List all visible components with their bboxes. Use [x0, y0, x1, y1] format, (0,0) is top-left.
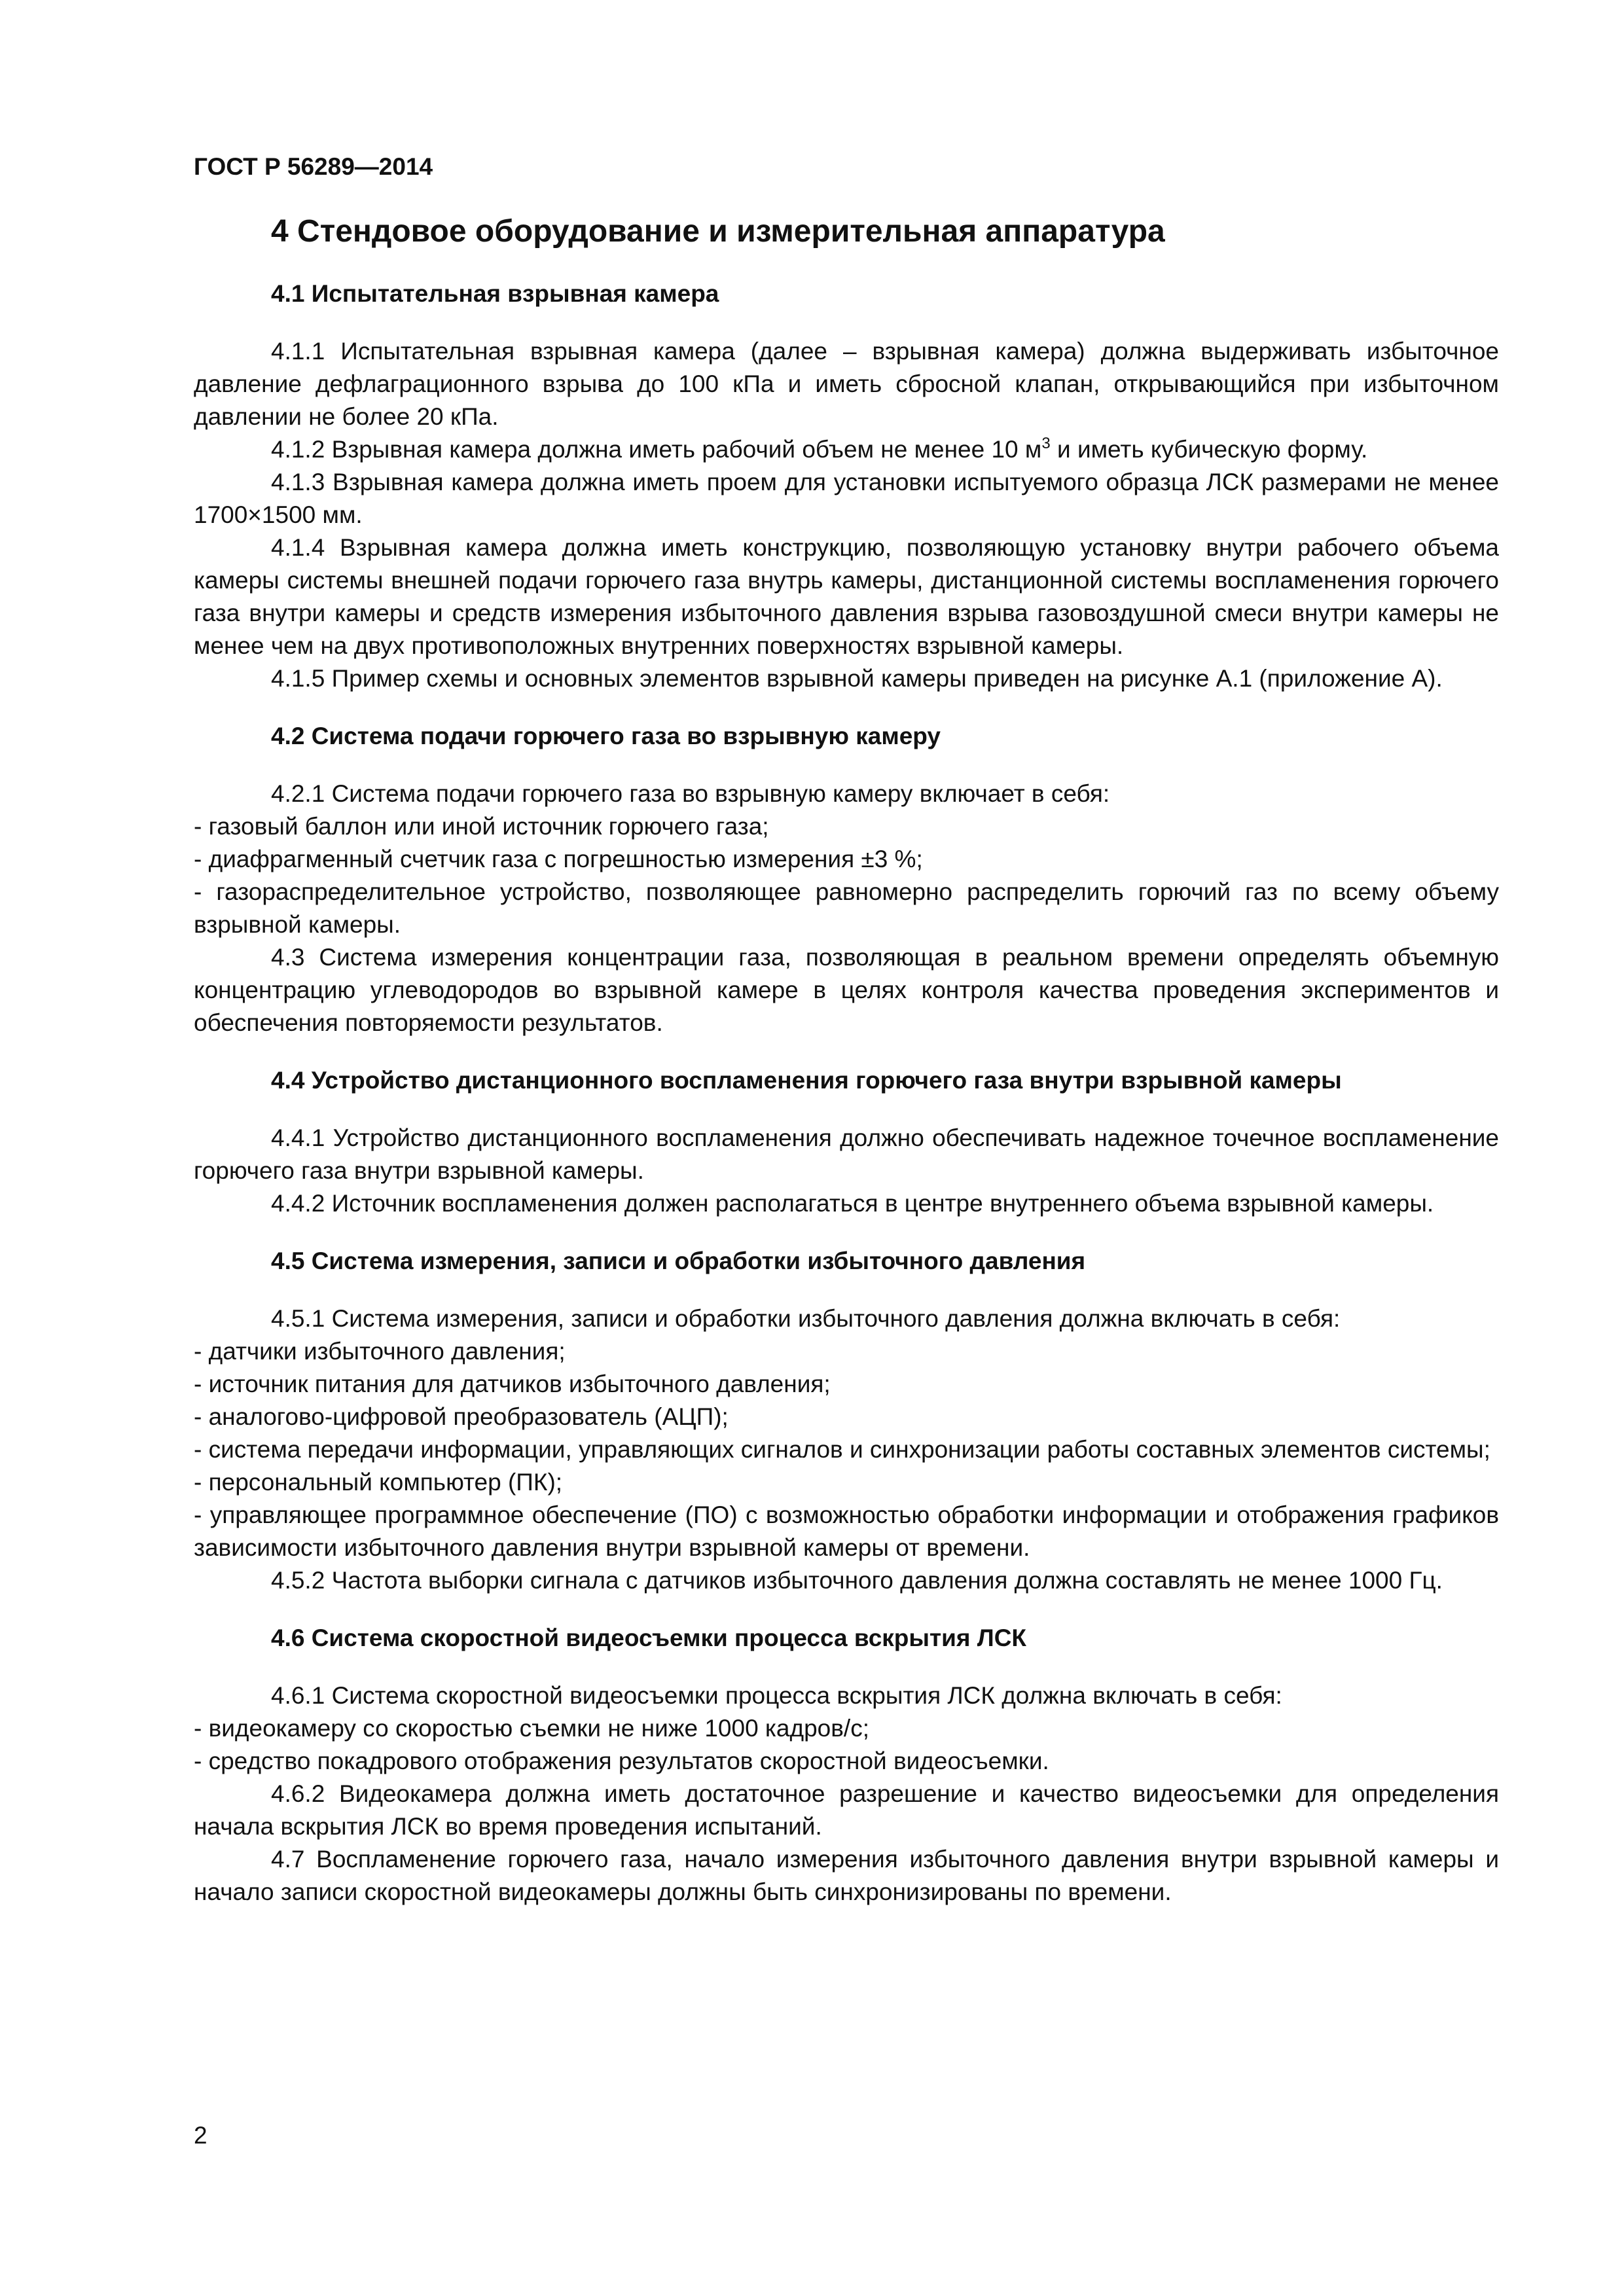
heading-4-5: 4.5 Система измерения, записи и обработки избыточного давления	[271, 1247, 1086, 1274]
list-item: - аналогово-цифровой преобразователь (АЦП);	[194, 1403, 729, 1430]
list-item: - видеокамеру со скоростью съемки не ниже 1000 кадров/с;	[194, 1715, 869, 1742]
paragraph-4-1-2-tail: и иметь кубическую форму.	[1050, 436, 1368, 463]
paragraph-4-1-1: 4.1.1 Испытательная взрывная камера (далее – взрывная камера) должна выдерживать избыточное давление дефлаграционного взрыва до 100 кПа и иметь сбросной клапан, открывающийся при избыточном давлении не более 20 кПа.	[194, 338, 1499, 430]
paragraph-4-1-2-text: 4.1.2 Взрывная камера должна иметь рабочий объем не менее 10 м	[271, 436, 1042, 463]
paragraph-4-5-1: 4.5.1 Система измерения, записи и обработки избыточного давления должна включать в себя:	[271, 1305, 1341, 1332]
list-item: - средство покадрового отображения результатов скоростной видеосъемки.	[194, 1748, 1049, 1774]
list-item: - персональный компьютер (ПК);	[194, 1469, 563, 1496]
list-item: - датчики избыточного давления;	[194, 1338, 566, 1365]
paragraph-4-6-2: 4.6.2 Видеокамера должна иметь достаточное разрешение и качество видеосъемки для определения начала вскрытия ЛСК во время проведения испытаний.	[194, 1780, 1499, 1840]
paragraph-4-1-3: 4.1.3 Взрывная камера должна иметь проем для установки испытуемого образца ЛСК размерами не менее 1700×1500 мм.	[194, 469, 1499, 528]
superscript-cubic: 3	[1041, 435, 1051, 452]
paragraph-4-1-5: 4.1.5 Пример схемы и основных элементов взрывной камеры приведен на рисунке А.1 (приложение А).	[271, 665, 1443, 692]
paragraph-4-1-4: 4.1.4 Взрывная камера должна иметь конструкцию, позволяющую установку внутри рабочего объема камеры системы внешней подачи горючего газа внутрь камеры, дистанционной системы воспламенения горючего газа внутри камеры и средств измерения избыточного давления взрыва газовоздушной смеси внутри камеры не менее чем на двух противоположных внутренних поверхностях взрывной камеры.	[194, 534, 1499, 659]
list-item: - источник питания для датчиков избыточного давления;	[194, 1371, 831, 1397]
list-item: - диафрагменный счетчик газа с погрешностью измерения ±3 %;	[194, 846, 923, 872]
paragraph-4-4-1: 4.4.1 Устройство дистанционного воспламенения должно обеспечивать надежное точечное воспламенение горючего газа внутри взрывной камеры.	[194, 1124, 1499, 1184]
heading-4-4: 4.4 Устройство дистанционного воспламенения горючего газа внутри взрывной камеры	[271, 1067, 1342, 1094]
page-content	[194, 212, 1499, 1909]
document-code: ГОСТ Р 56289—2014	[194, 153, 433, 180]
heading-4-6: 4.6 Система скоростной видеосъемки процесса вскрытия ЛСК	[271, 1624, 1027, 1651]
page-number: 2	[194, 2122, 208, 2149]
section-4-title: 4 Стендовое оборудование и измерительная аппаратура	[271, 214, 1165, 249]
list-item: - управляющее программное обеспечение (ПО) с возможностью обработки информации и отображения графиков зависимости избыточного давления внутри взрывной камеры от времени.	[194, 1501, 1499, 1561]
paragraph-4-3: 4.3 Система измерения концентрации газа, позволяющая в реальном времени определять объемную концентрацию углеводородов во взрывной камере в целях контроля качества проведения экспериментов и обеспечения повторяемости результатов.	[194, 944, 1499, 1036]
list-item: - газовый баллон или иной источник горючего газа;	[194, 813, 769, 840]
paragraph-4-6-1: 4.6.1 Система скоростной видеосъемки процесса вскрытия ЛСК должна включать в себя:	[271, 1682, 1282, 1709]
list-item: - система передачи информации, управляющих сигналов и синхронизации работы составных элементов системы;	[194, 1436, 1490, 1463]
paragraph-4-7: 4.7 Воспламенение горючего газа, начало измерения избыточного давления внутри взрывной камеры и начало записи скоростной видеокамеры должны быть синхронизированы по времени.	[194, 1846, 1499, 1905]
paragraph-4-4-2: 4.4.2 Источник воспламенения должен располагаться в центре внутреннего объема взрывной камеры.	[271, 1190, 1434, 1217]
paragraph-4-2-1: 4.2.1 Система подачи горючего газа во взрывную камеру включает в себя:	[271, 780, 1110, 807]
paragraph-4-5-2: 4.5.2 Частота выборки сигнала с датчиков избыточного давления должна составлять не менее 1000 Гц.	[271, 1567, 1443, 1594]
list-item: - газораспределительное устройство, позволяющее равномерно распределить горючий газ по всему объему взрывной камеры.	[194, 878, 1499, 938]
heading-4-1: 4.1 Испытательная взрывная камера	[271, 280, 719, 307]
heading-4-2: 4.2 Система подачи горючего газа во взрывную камеру	[271, 723, 941, 749]
paragraph-4-1-2	[194, 433, 1499, 466]
